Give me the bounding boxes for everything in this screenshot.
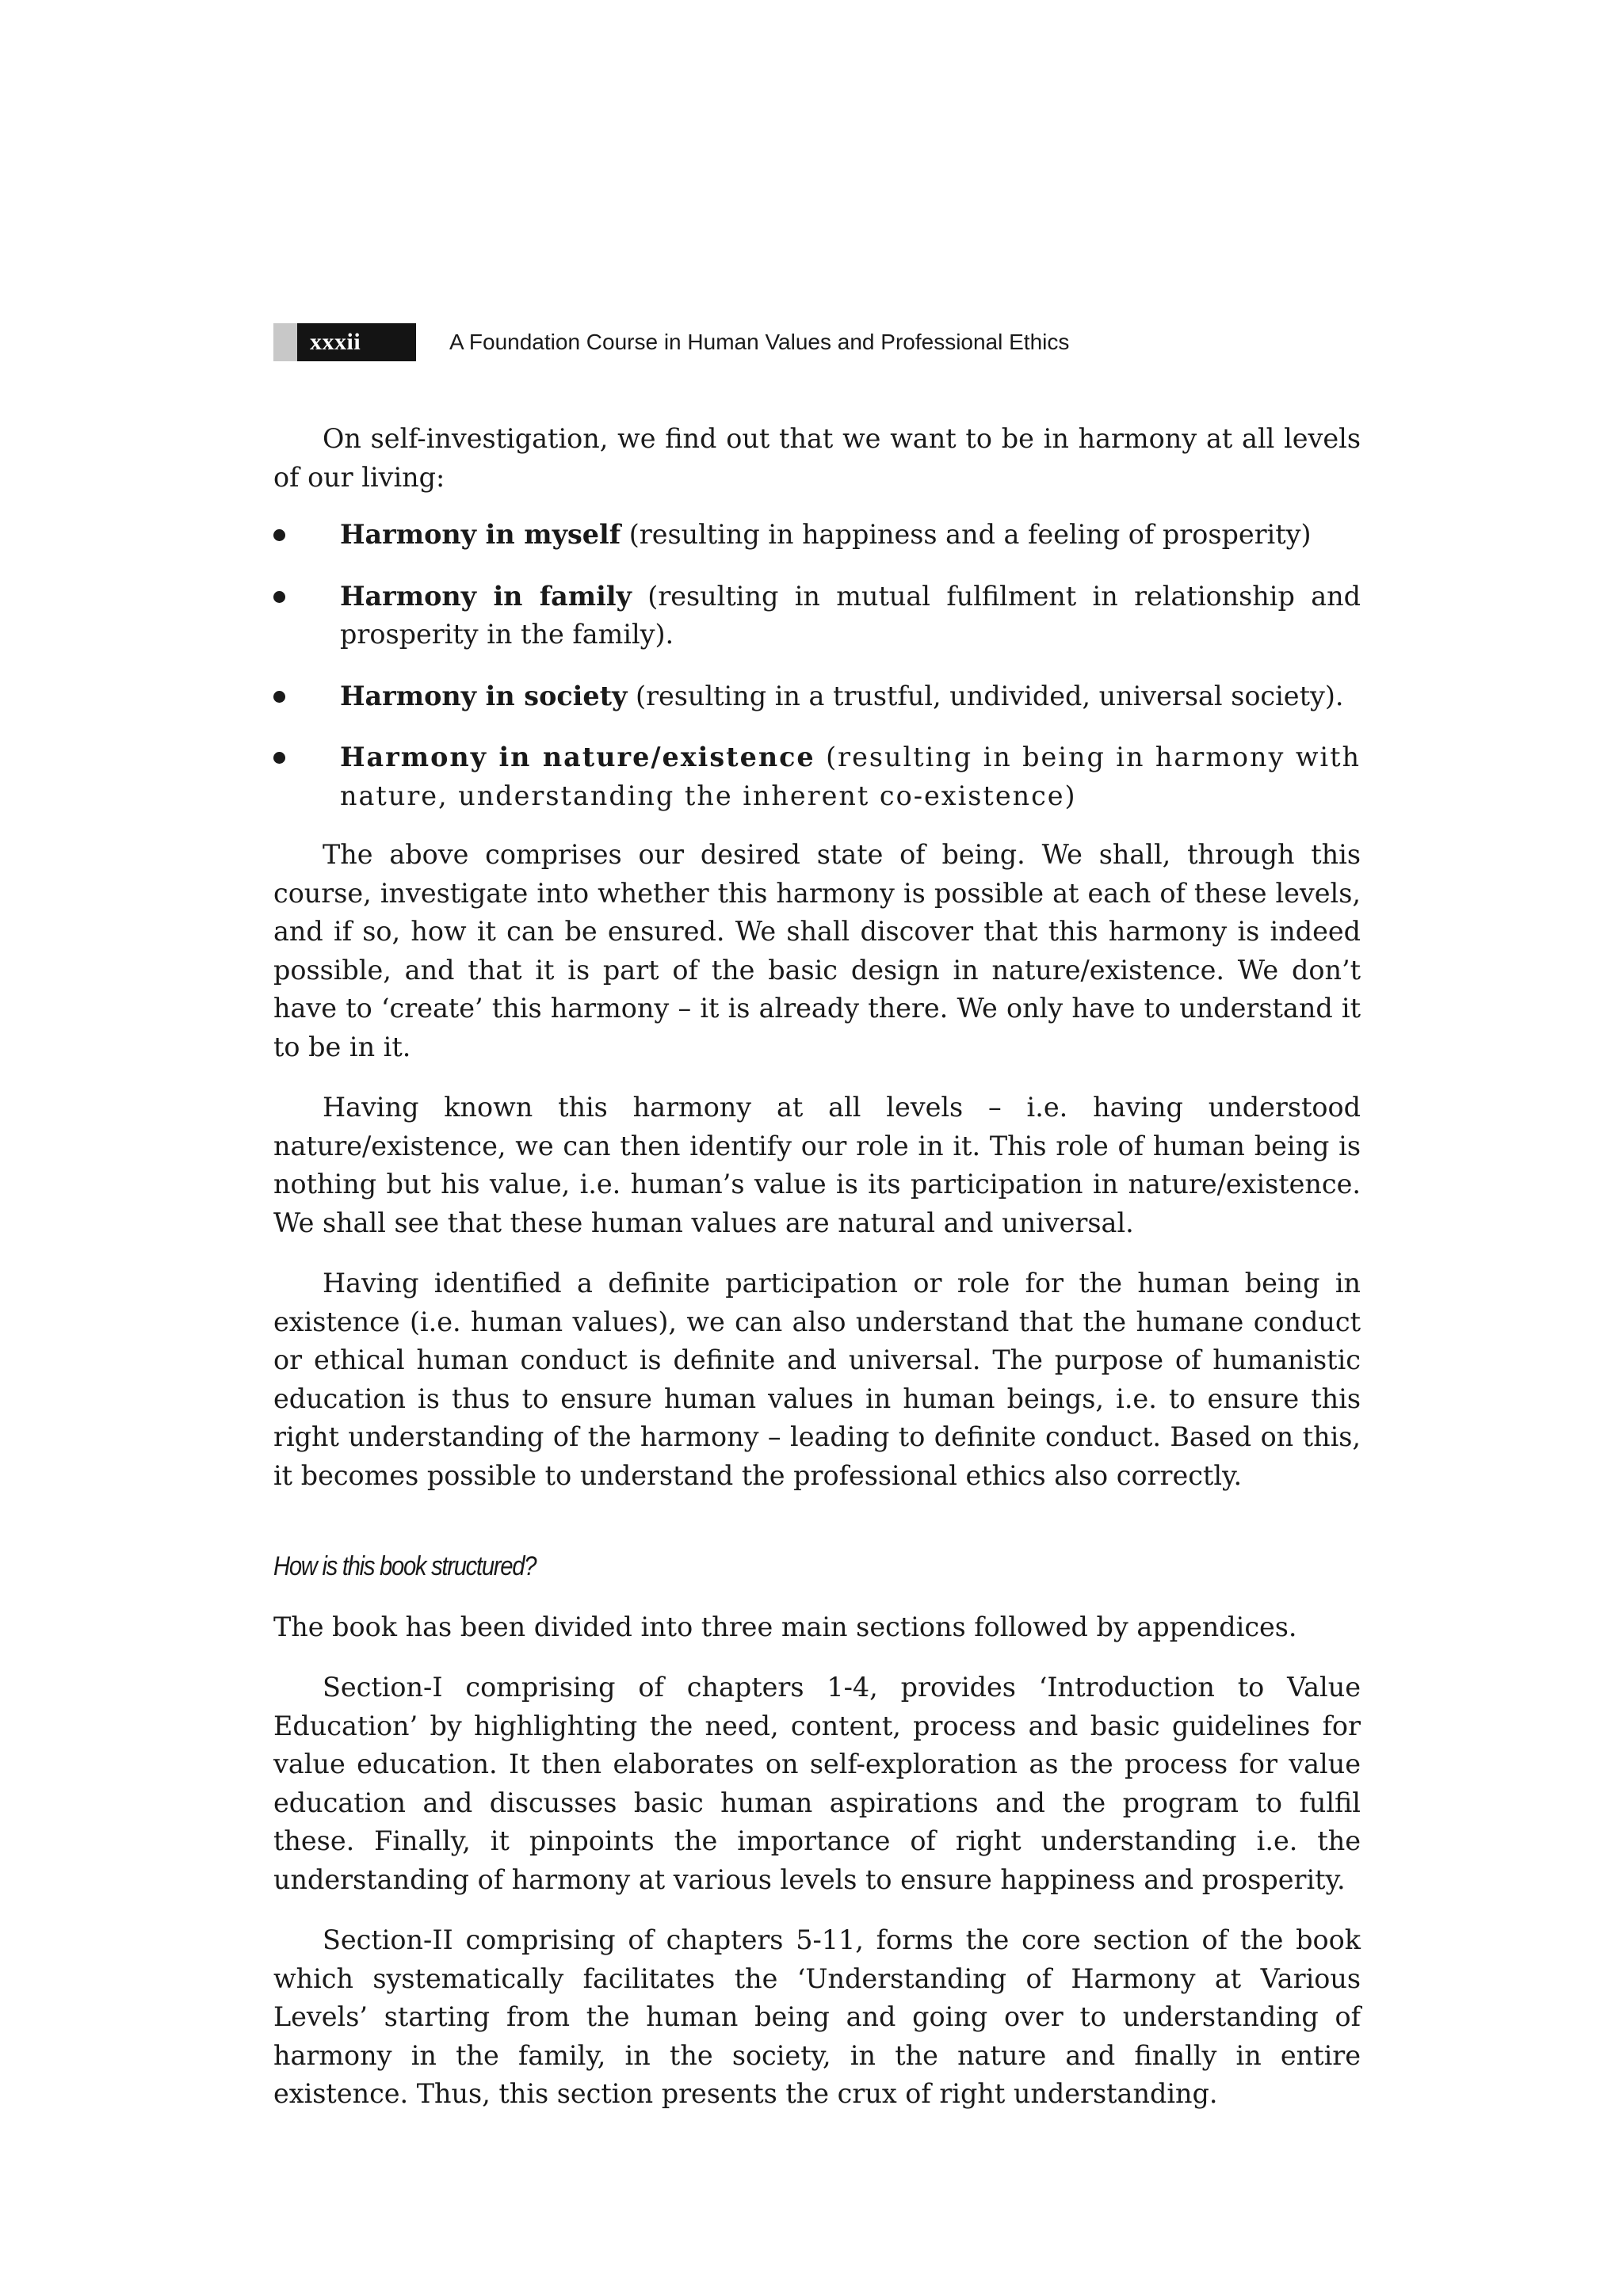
list-item-term: Harmony in myself xyxy=(340,519,621,550)
intro-paragraph: On self-investigation, we find out that we want to be in harmony at all levels of our living: xyxy=(273,423,1361,493)
body-paragraph: Having identified a definite participation or role for the human being in existence (i.e. human values), we can also understand that the humane conduct or ethical human conduct is definite and universal. The purpose of humanistic education is thus to ensure human values in human beings, i.e. to ensure this right understanding of the harmony – leading to definite conduct. Based on this, it becomes possible to understand the professional ethics also correctly. xyxy=(273,1268,1361,1491)
page-body xyxy=(273,420,1361,2114)
page-number-tab xyxy=(273,323,416,361)
bullet-icon xyxy=(273,691,285,703)
body-paragraph: Section-II comprising of chapters 5-11, forms the core section of the book which systematically facilitates the ‘Understanding of Harmony at Various Levels’ starting from the human being and going over to understanding of harmony in the family, in the society, in the nature and finally in entire existence. Thus, this section presents the crux of right understanding. xyxy=(273,1924,1361,2109)
body-paragraph: The above comprises our desired state of being. We shall, through this course, investigate into whether this harmony is possible at each of these levels, and if so, how it can be ensured. We shall discover that this harmony is indeed possible, and that it is part of the basic design in nature/existence. We don’t have to ‘create’ this harmony – it is already there. We only have to understand it to be in it. xyxy=(273,839,1361,1062)
list-item xyxy=(273,738,1361,815)
bullet-icon xyxy=(273,529,285,541)
list-item-text: (resulting in being in harmony with nature, understanding the inherent co-existence) xyxy=(340,742,1361,811)
body-paragraph: Section-I comprising of chapters 1-4, provides ‘Introduction to Value Education’ by highlighting the need, content, process and basic guidelines for value education. It then elaborates on self-exploration as the process for value education and discusses basic human aspirations and the program to fulfil these. Finally, it pinpoints the importance of right understanding i.e. the understanding of harmony at various levels to ensure happiness and prosperity. xyxy=(273,1672,1361,1895)
list-item xyxy=(273,516,1361,555)
running-title: A Foundation Course in Human Values and Professional Ethics xyxy=(449,330,1070,354)
list-item-term: Harmony in nature/existence xyxy=(340,742,815,772)
bullet-icon xyxy=(273,752,285,764)
list-item-term: Harmony in family xyxy=(340,580,632,612)
book-page xyxy=(273,323,1361,2114)
bullet-icon xyxy=(273,591,285,603)
list-item-term: Harmony in society xyxy=(340,680,628,711)
list-item xyxy=(273,578,1361,654)
list-item-text: (resulting in mutual fulfilment in relationship and prosperity in the family). xyxy=(340,580,1361,650)
running-header xyxy=(273,323,1361,361)
list-item-text: (resulting in happiness and a feeling of prosperity) xyxy=(621,519,1312,550)
list-item xyxy=(273,677,1361,716)
body-paragraph: Having known this harmony at all levels – i.e. having understood nature/existence, we can then identify our role in it. This role of human being is nothing but his value, i.e. human’s value is its participation in nature/existence. We shall see that these human values are natural and universal. xyxy=(273,1092,1361,1238)
harmony-levels-list xyxy=(273,516,1361,815)
page-number: xxxii xyxy=(310,329,361,355)
list-item-text: (resulting in a trustful, undivided, universal society). xyxy=(627,680,1344,711)
section-heading: How is this book structured? xyxy=(273,1551,537,1581)
section-lead-paragraph: The book has been divided into three main sections followed by appendices. xyxy=(273,1611,1297,1642)
